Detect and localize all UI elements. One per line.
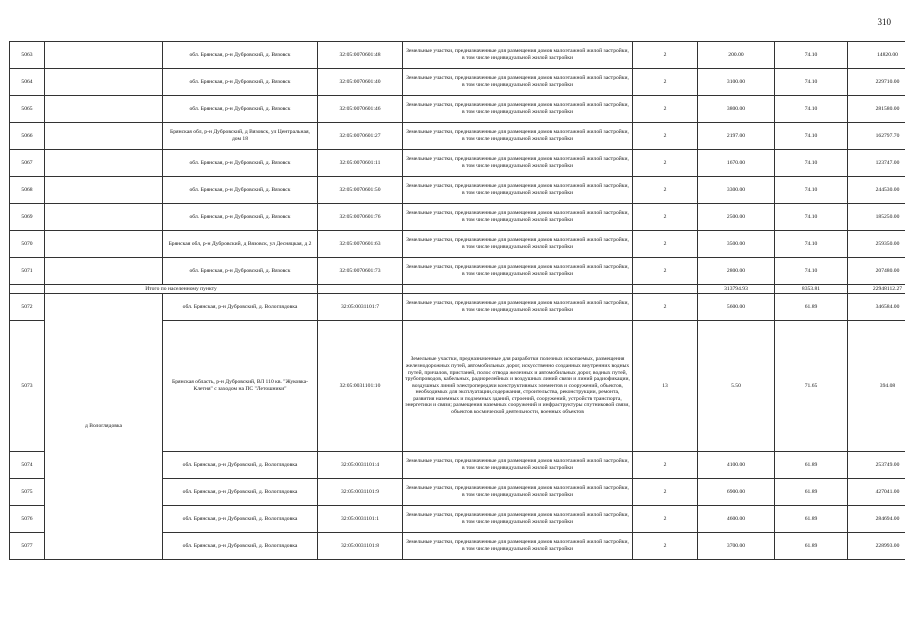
table-row bbox=[10, 96, 905, 123]
locality-cell bbox=[45, 69, 163, 96]
category-code: 2 bbox=[633, 123, 698, 150]
land-purpose: Земельные участки, предназначенные для размещения домов малоэтажной жилой застройки, в том числе индивидуальной жилой застройки bbox=[403, 204, 633, 231]
area-value: 1670.00 bbox=[698, 150, 775, 177]
cadastral-number: 32:05:0070601:40 bbox=[318, 69, 403, 96]
cadastral-number: 32:05:0070601:48 bbox=[318, 42, 403, 69]
area-value: 5.50 bbox=[698, 321, 775, 452]
category-code: 2 bbox=[633, 231, 698, 258]
row-number: 5073 bbox=[10, 321, 45, 452]
rate-value: 74.10 bbox=[775, 204, 848, 231]
area-value: 3800.00 bbox=[698, 96, 775, 123]
rate-value: 74.10 bbox=[775, 150, 848, 177]
address-cell: обл. Брянская, р-н Дубровский, д. Вологлядовка bbox=[163, 533, 318, 560]
cadastral-value: 284694.00 bbox=[848, 506, 905, 533]
cadastral-number: 32:05:0031101:10 bbox=[318, 321, 403, 452]
area-value: 4600.00 bbox=[698, 506, 775, 533]
rate-value: 74.10 bbox=[775, 96, 848, 123]
cadastral-value: 185250.00 bbox=[848, 204, 905, 231]
category-code: 2 bbox=[633, 533, 698, 560]
cadastral-number: 32:05:0031101:1 bbox=[318, 506, 403, 533]
category-code: 2 bbox=[633, 204, 698, 231]
cadastral-number: 32:05:0070601:50 bbox=[318, 177, 403, 204]
cadastral-number: 32:05:0070601:73 bbox=[318, 258, 403, 285]
area-value: 3300.00 bbox=[698, 177, 775, 204]
rate-value: 74.10 bbox=[775, 258, 848, 285]
area-value: 6900.00 bbox=[698, 479, 775, 506]
locality-name: д Вологлядовка bbox=[45, 294, 163, 560]
land-purpose: Земельные участки, предназначенные для размещения домов малоэтажной жилой застройки, в том числе индивидуальной жилой застройки bbox=[403, 150, 633, 177]
rate-value: 61.89 bbox=[775, 452, 848, 479]
land-purpose: Земельные участки, предназначенные для размещения домов малоэтажной жилой застройки, в том числе индивидуальной жилой застройки bbox=[403, 533, 633, 560]
rate-value: 61.89 bbox=[775, 533, 848, 560]
cadastral-value: 244530.00 bbox=[848, 177, 905, 204]
address-cell: обл. Брянская, р-н Дубровский, д. Вологлядовка bbox=[163, 294, 318, 321]
area-value: 3500.00 bbox=[698, 231, 775, 258]
area-value: 5600.00 bbox=[698, 294, 775, 321]
row-number: 5064 bbox=[10, 69, 45, 96]
row-number: 5071 bbox=[10, 258, 45, 285]
cadastral-value: 259350.00 bbox=[848, 231, 905, 258]
table-row bbox=[10, 123, 905, 150]
land-purpose: Земельные участки, предназначенные для размещения домов малоэтажной жилой застройки, в том числе индивидуальной жилой застройки bbox=[403, 42, 633, 69]
area-value: 2500.00 bbox=[698, 204, 775, 231]
row-number: 5069 bbox=[10, 204, 45, 231]
rate-value: 61.89 bbox=[775, 479, 848, 506]
area-value: 3700.00 bbox=[698, 533, 775, 560]
address-cell: Брянская область, р-н Дубровский, ВЛ 110 кв. "Жуковка-Клетня" с заходом на ПС "Летошники" bbox=[163, 321, 318, 452]
address-cell: Брянская обл, р-н Дубровский, д Вязовск, ул Центральная, дом 18 bbox=[163, 123, 318, 150]
table-row bbox=[10, 231, 905, 258]
address-cell: обл. Брянская, р-н Дубровский, д. Вязовск bbox=[163, 96, 318, 123]
category-code: 2 bbox=[633, 294, 698, 321]
land-purpose: Земельные участки, предназначенные для размещения домов малоэтажной жилой застройки, в том числе индивидуальной жилой застройки bbox=[403, 506, 633, 533]
category-code: 2 bbox=[633, 96, 698, 123]
cadastral-value: 207480.00 bbox=[848, 258, 905, 285]
table-row bbox=[10, 258, 905, 285]
rate-value: 74.10 bbox=[775, 123, 848, 150]
category-code: 2 bbox=[633, 69, 698, 96]
row-number: 5067 bbox=[10, 150, 45, 177]
locality-cell bbox=[45, 258, 163, 285]
locality-cell bbox=[45, 177, 163, 204]
total-label: Итого по населенному пункту bbox=[45, 285, 318, 294]
land-purpose: Земельные участки, предназначенные для размещения домов малоэтажной жилой застройки, в том числе индивидуальной жилой застройки bbox=[403, 452, 633, 479]
category-code: 2 bbox=[633, 42, 698, 69]
locality-cell bbox=[45, 96, 163, 123]
category-code: 2 bbox=[633, 258, 698, 285]
land-purpose: Земельные участки, предназначенные для размещения домов малоэтажной жилой застройки, в том числе индивидуальной жилой застройки bbox=[403, 177, 633, 204]
locality-cell bbox=[45, 204, 163, 231]
area-value: 2800.00 bbox=[698, 258, 775, 285]
area-value: 200.00 bbox=[698, 42, 775, 69]
cadastral-value: 394.08 bbox=[848, 321, 905, 452]
address-cell: обл. Брянская, р-н Дубровский, д. Вологлядовка bbox=[163, 479, 318, 506]
cadastral-value: 253749.00 bbox=[848, 452, 905, 479]
cadastral-number: 32:05:0031101:9 bbox=[318, 479, 403, 506]
category-code: 2 bbox=[633, 506, 698, 533]
table-row bbox=[10, 294, 905, 321]
cadastral-value: 123747.00 bbox=[848, 150, 905, 177]
cadastral-number: 32:05:0070601:27 bbox=[318, 123, 403, 150]
category-code: 2 bbox=[633, 150, 698, 177]
table-row bbox=[10, 204, 905, 231]
land-purpose: Земельные участки, предназначенные для размещения домов малоэтажной жилой застройки, в том числе индивидуальной жилой застройки bbox=[403, 479, 633, 506]
land-purpose: Земельные участки, предназначенные для размещения домов малоэтажной жилой застройки, в том числе индивидуальной жилой застройки bbox=[403, 96, 633, 123]
rate-value: 74.10 bbox=[775, 42, 848, 69]
table-row bbox=[10, 42, 905, 69]
address-cell: обл. Брянская, р-н Дубровский, д. Вологлядовка bbox=[163, 506, 318, 533]
land-purpose: Земельные участки, предназначенные для размещения домов малоэтажной жилой застройки, в том числе индивидуальной жилой застройки bbox=[403, 231, 633, 258]
category-code: 2 bbox=[633, 479, 698, 506]
rate-value: 74.10 bbox=[775, 69, 848, 96]
cadastral-number: 32:05:0070601:46 bbox=[318, 96, 403, 123]
row-number: 5063 bbox=[10, 42, 45, 69]
land-cadastre-table bbox=[9, 41, 905, 560]
land-purpose: Земельные участки, предназначенные для размещения домов малоэтажной жилой застройки, в том числе индивидуальной жилой застройки bbox=[403, 258, 633, 285]
locality-cell bbox=[45, 150, 163, 177]
cadastral-value: 162797.70 bbox=[848, 123, 905, 150]
row-number: 5077 bbox=[10, 533, 45, 560]
address-cell: обл. Брянская, р-н Дубровский, д. Вязовск bbox=[163, 177, 318, 204]
row-number: 5068 bbox=[10, 177, 45, 204]
rate-value: 74.10 bbox=[775, 177, 848, 204]
cadastral-number: 32:05:0070601:76 bbox=[318, 204, 403, 231]
cadastral-value: 228993.00 bbox=[848, 533, 905, 560]
row-number: 5065 bbox=[10, 96, 45, 123]
address-cell: обл. Брянская, р-н Дубровский, д. Вязовск bbox=[163, 258, 318, 285]
address-cell: обл. Брянская, р-н Дубровский, д. Вязовск bbox=[163, 69, 318, 96]
category-code: 13 bbox=[633, 321, 698, 452]
address-cell: обл. Брянская, р-н Дубровский, д. Вязовск bbox=[163, 42, 318, 69]
rate-value: 61.89 bbox=[775, 506, 848, 533]
total-row bbox=[10, 285, 905, 294]
address-cell: обл. Брянская, р-н Дубровский, д. Вологлядовка bbox=[163, 452, 318, 479]
locality-cell bbox=[45, 231, 163, 258]
total-value: 22948112.27 bbox=[848, 285, 905, 294]
area-value: 4100.00 bbox=[698, 452, 775, 479]
address-cell: Брянская обл, р-н Дубровский, д Вязовск, ул Десняцкая, д 2 bbox=[163, 231, 318, 258]
row-number: 5074 bbox=[10, 452, 45, 479]
cadastral-number: 32:05:0070601:11 bbox=[318, 150, 403, 177]
category-code: 2 bbox=[633, 452, 698, 479]
rate-value: 61.89 bbox=[775, 294, 848, 321]
row-number: 5075 bbox=[10, 479, 45, 506]
cadastral-number: 32:05:0031101:4 bbox=[318, 452, 403, 479]
address-cell: обл. Брянская, р-н Дубровский, д. Вязовск bbox=[163, 204, 318, 231]
land-purpose: Земельные участки, предназначенные для размещения домов малоэтажной жилой застройки, в том числе индивидуальной жилой застройки bbox=[403, 294, 633, 321]
cadastral-number: 32:05:0070601:63 bbox=[318, 231, 403, 258]
cadastral-number: 32:05:0031101:7 bbox=[318, 294, 403, 321]
cadastral-value: 427041.00 bbox=[848, 479, 905, 506]
row-number: 5070 bbox=[10, 231, 45, 258]
row-number: 5066 bbox=[10, 123, 45, 150]
land-purpose: Земельные участки, предназначенные для размещения домов малоэтажной жилой застройки, в том числе индивидуальной жилой застройки bbox=[403, 123, 633, 150]
cadastral-number: 32:05:0031101:8 bbox=[318, 533, 403, 560]
cadastral-value: 281580.00 bbox=[848, 96, 905, 123]
cadastral-value: 14820.00 bbox=[848, 42, 905, 69]
table-row bbox=[10, 150, 905, 177]
page-number: 310 bbox=[877, 17, 891, 27]
table-row bbox=[10, 177, 905, 204]
rate-value: 74.10 bbox=[775, 231, 848, 258]
rate-value: 71.65 bbox=[775, 321, 848, 452]
locality-cell bbox=[45, 123, 163, 150]
cadastral-value: 229710.00 bbox=[848, 69, 905, 96]
category-code: 2 bbox=[633, 177, 698, 204]
address-cell: обл. Брянская, р-н Дубровский, д. Вязовск bbox=[163, 150, 318, 177]
row-number: 5072 bbox=[10, 294, 45, 321]
total-area: 313794.93 bbox=[698, 285, 775, 294]
table-row bbox=[10, 69, 905, 96]
land-purpose: Земельные участки, предназначенные для разработки полезных ископаемых, размещения железнодорожных путей, автомобильных дорог, искусственно созданных внутренних водных путей, причалов, пристаней, полос отвода железных и автомобильных дорог, водных путей, трубопроводов, кабельных, радиорелейных и воздушных линий связи и линий радиофикации, воздушных линий электропередачи конструктивных элементов и сооружений, объектов, необходимых для эксплуатации,содержания, строительства, реконструкции, ремонта, развития наземных и подземных зданий, строений, сооружений, устройств транспорта, энергетики и связи; размещения наземных сооружений и инфраструктуры спутниковой связи, объектов космической деятельности, военных объектов bbox=[403, 321, 633, 452]
total-rate: 8353.81 bbox=[775, 285, 848, 294]
row-number: 5076 bbox=[10, 506, 45, 533]
locality-cell bbox=[45, 42, 163, 69]
area-value: 2197.00 bbox=[698, 123, 775, 150]
area-value: 3100.00 bbox=[698, 69, 775, 96]
land-purpose: Земельные участки, предназначенные для размещения домов малоэтажной жилой застройки, в том числе индивидуальной жилой застройки bbox=[403, 69, 633, 96]
cadastral-value: 346584.00 bbox=[848, 294, 905, 321]
